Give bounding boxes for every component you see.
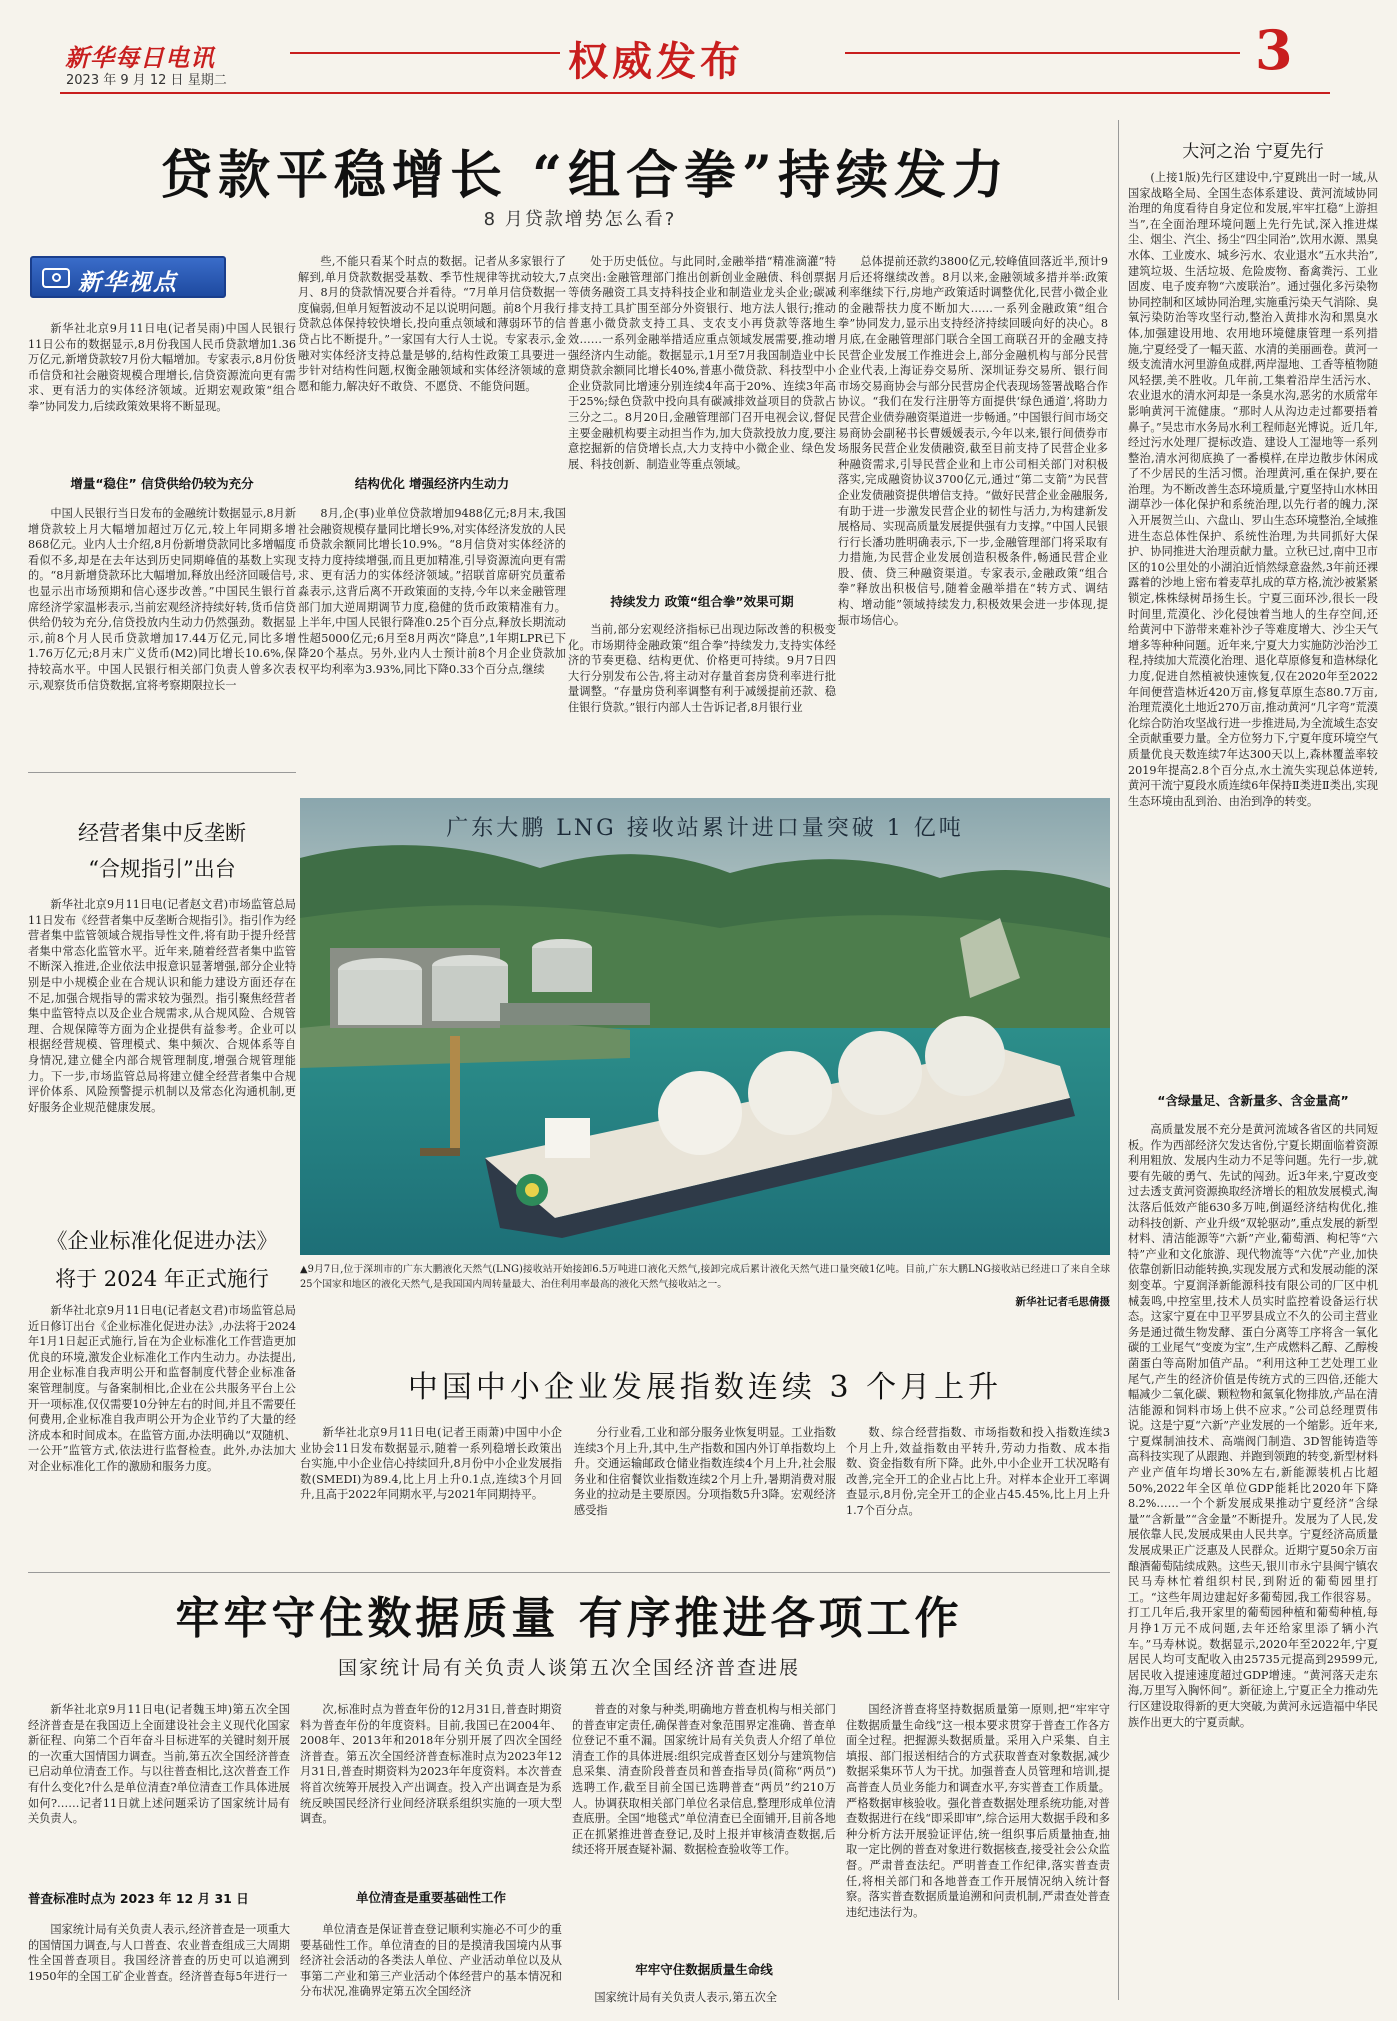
census-col2-b: 单位清查是保证普查登记顺利实施必不可少的重要基础性工作。单位清查的目的是摸清我国境内从事经济社会活动的各类法人单位、产业活动单位以及从事第二产业和第三产业活动个体经营户的基本情况和分布状况,准确界定第五次全国经济 bbox=[300, 1923, 562, 1999]
brief-rule bbox=[28, 772, 296, 773]
photo-illustration bbox=[300, 798, 1110, 1255]
badge-label: 新华视点 bbox=[78, 270, 178, 296]
lead-subheadline: 8 月贷款增势怎么看? bbox=[483, 209, 677, 230]
sidebar-body: (上接1版)先行区建设中,宁夏跳出一时一域,从国家战略全局、全国生态体系建设、黄河流域协同治理的角度看待自身定位和发展,牢牢扛稳“上游担当”,在全面治理环境问题上先行先试,深入推进煤尘、烟尘、汽尘、扬尘“四尘同治”,饮用水源、黑臭水体、工业废水、城乡污水、农业退水“五水共治”,建筑垃圾、生活垃圾、危险废物、畜禽粪污、工业固废、电子废弃物“六废联治”。通过强化多污染物协同控制和区域协同治理,实施重污染天气消除、臭氧污染防治等攻坚行动,整治入黄排水沟和黑臭水体,加强建设用地、农用地环境健康管理一系列措施,宁夏经受了一幅天蓝、水清的美丽画卷。黄河一级支流清水河里游鱼成群,两岸湿地、工香等植物随风轻摆,美不胜收。几年前,工集着沿岸生活污水、农业退水的清水河却是一条臭水沟,恶劣的水质常年影响黄河干流健康。“那时人从沟边走过都要捂着鼻子。”吴忠市水务局水利工程师赵光博说。近几年,经过污水处理厂提标改造、建设人工湿地等一系列整治,清水河彻底换了一番模样,在岸边散步休闲成了不少居民的生活习惯。治理黄河,重在保护,要在治理。为不断改善生态环境质量,宁夏坚持山水林田湖草沙一体化保护和系统治理,以先行者的魄力,深入开展贺兰山、六盘山、罗山生态环境整治,全域推进生态总体性保护、系统性治理,为共同抓好大保护、协同推进大治理贡献力量。立秋已过,南中卫市区的10公里处的小湖泊近悄然绿意盎然,3年前还裸露着的沙地上密布着麦草扎成的草方格,流沙被紧紧锁定,株株绿树昂扬生长。宁夏三面环沙,很长一段时间里,荒漠化、沙化侵蚀着当地人的生存空间,还给黄河中下游带来难补沙子等难度增大、沙尘天气增多等种种问题。近年来,宁夏大力实施防沙治沙工程,持续加大荒漠化治理、退化草原修复和造林绿化力度,促进自然植被快速恢复,仅在2020年至2022年间便营造林近420万亩,修复草原生态80.7万亩,治理荒漠化土地近270万亩,推动黄河“几字弯”荒漠化综合防治攻坚战行进一步推进局,为全流域生态安全贡献重要力量。全方位努力下,宁夏年度环境空气质量优良天数连续7年达300天以上,森林覆盖率较2019年提高2.8个百分点,水土流失实现总体逆转,黄河干流宁夏段水质连续6年保持Ⅱ类进Ⅱ类出,实现生态环境由乱到治、由治到净的转变。 bbox=[1128, 171, 1378, 808]
census-col4: 国经济普查将坚持数据质量第一原则,把“牢牢守住数据质量生命线”这一根本要求贯穿于普查工作各方面全过程。把握源头数据质量。采用入户采集、自主填报、部门报送相结合的方式获取普查对象数据,减少数据采集环节人为干扰。加强普查人员管理和培训,提高普查人员业务能力和调查水平,夯实普查工作质量。严格数据审核验收。强化普查数据处理系统功能,对普查数据进行在线“即采即审”,综合运用大数据手段和多种分析方法开展验证评估,统一组织事后质量抽查,抽取一定比例的普查对象进行数据核查,接受社会公众监督。严肃普查法纪。严明普查工作纪律,落实普查责任,将相关部门和各地普查工作开展情况纳入统计督察。落实普查数据质量追溯和问责机制,严肃查处普查违纪违法行为。 bbox=[846, 1703, 1110, 1919]
brief1-title-line1: 经营者集中反垄断 bbox=[78, 821, 246, 845]
brief1-body: 新华社北京9月11日电(记者赵文君)市场监管总局11日发布《经营者集中反垄断合规指引》。指引作为经营者集中监管领域合规指导性文件,将有助于提升经营者集中常态化监管水平。近年来,随着经营者集中监管不断深入推进,企业依法申报意识显著增强,部分企业特别是中小规模企业在合规认识和能力建设方面还存在不足,加强合规指导的需求较为强烈。指引聚焦经营者集中监管特点以及企业合规需求,从合规风险、合规管理、合规保障等方面为企业提供有益参考。企业可以根据经营规模、管理模式、集中频次、合规体系等自身情况,建立健全内部合规管理制度,增强合规管理能力。下一步,市场监管总局将建立健全经营者集中合规评价体系、风险预警提示机制以及常态化沟通机制,更好服务企业规范健康发展。 bbox=[28, 898, 296, 1114]
census-col2-subhead: 单位清查是重要基础性工作 bbox=[355, 1890, 506, 1905]
column-rule bbox=[1118, 120, 1119, 2000]
lead-col3-b: 当前,部分宏观经济指标已出现边际改善的积极变化。市场期待金融政策“组合拳”持续发力,支持实体经济的节奏更稳、结构更优、价格更可持续。9月7日四大行分别发布公告,将主动对存量首套房贷利率进行批量调整。“存量房贷利率调整有利于减缓提前还款、稳住银行贷款。”银行内部人士告诉记者,8月银行业 bbox=[568, 623, 836, 714]
photo-caption: ▲9月7日,位于深圳市的广东大鹏液化天然气(LNG)接收站开始接卸6.5万吨进口液化天然气,接卸完成后累计液化天然气进口量突破1亿吨。目前,广东大鹏LNG接收站已经进口了来自全球25个国家和地区的液化天然气,是我国国内周转量最大、治住利用率最高的液化天然气接收站之一。 bbox=[300, 1264, 1110, 1290]
masthead-date: 2023 年 9 月 12 日 星期二 bbox=[66, 73, 227, 88]
lead-col2-subhead: 结构优化 增强经济内生动力 bbox=[354, 476, 510, 491]
camera-icon bbox=[42, 268, 70, 288]
photo-credit: 新华社记者毛思倩摄 bbox=[945, 1294, 1110, 1309]
lead-col4: 总体提前还款约3800亿元,较峰值回落近半,预计9月后还将继续改善。8月以来,金融领域多措并举:政策利率继续下行,房地产政策适时调整优化,民营小微企业的金融帮扶力度不断加大……一系列金融政策“组合拳”协同发力,显示出支持经济持续回暖向好的决心。8月底,在金融管理部门联合全国工商联召开的金融支持民营企业发展工作推进会上,部分金融机构与部分民营企业代表,上海证券交易所、深圳证券交易所、银行间市场交易商协会与部分民营房企代表现场签署战略合作协议。“我们在发行注册等方面提供‘绿色通道’,将助力民营企业债券融资渠道进一步畅通。”中国银行间市场交易商协会副秘书长曹媛媛表示,今年以来,银行间债券市场服务民营企业发债融资,截至目前支持了民营企业多种融资需求,引导民营企业和上市公司相关部门对积极落实,完成融资协议3700亿元,通过“第二支箭”为民营企业发债融资提供增信支持。“做好民营企业金融服务,有助于进一步激发民营企业的韧性与活力,为构建新发展格局、实现高质量发展提供强有力支撑。”中国人民银行行长潘功胜明确表示,下一步,金融管理部门将采取有力措施,为民营企业发展创造积极条件,畅通民营企业股、债、贷三种融资渠道。专家表示,金融政策“组合拳”释放出积极信号,随着金融举措在“转方式、调结构、增动能”领域持续发力,积极效果会进一步体现,提振市场信心。 bbox=[838, 255, 1108, 627]
brief2-body: 新华社北京9月11日电(记者赵文君)市场监管总局近日修订出台《企业标准化促进办法》,办法将于2024年1月1日起正式施行,旨在为企业标准化工作营造更加优良的环境,激发企业标准化工作内生动力。办法提出,用企业标准自我声明公开和监督制度代替企业标准备案管理制度。与备案制相比,企业在公共服务平台上公开一项标准,仅仅需要10分钟左右的时间,并且不需要任何费用,企业标准自我声明公开为企业节约了大量的经济成本和时间成本。在监管方面,办法明确以“双随机、一公开”监管方式,依法进行监督检查。此外,办法加大对企业标准化工作的激励和服务力度。 bbox=[28, 1304, 296, 1473]
sidebar-subhead: “含绿量足、含新量多、含金量高” bbox=[1157, 1093, 1349, 1108]
census-col2-a: 次,标准时点为普查年份的12月31日,普查时期资料为普查年份的年度资料。目前,我国已在2004年、2008年、2013年和2018年分别开展了四次全国经济普查。第五次全国经济普查标准时点为2023年12月31日,普查时期资料为2023年年度资料。本次普查将首次统筹开展投入产出调查。投入产出调查是为系统反映国民经济行业间经济联系组织实施的一项大型调查。 bbox=[300, 1703, 562, 1826]
page-number: 3 bbox=[1255, 18, 1293, 82]
sme-headline: 中国中小企业发展指数连续 3 个月上升 bbox=[407, 1370, 1003, 1405]
lead-col1-b: 中国人民银行当日发布的金融统计数据显示,8月新增贷款较上月大幅增加超过万亿元,较上年同期多增868亿元。业内人士介绍,8月份新增贷款同比多增幅度看似不多,却是在去年达到历史同期峰值的基数上实现的。“8月新增贷款环比大幅增加,释放出经济回暖信号,也显示出市场预期和信心逐步改善。”中国民生银行首席经济学家温彬表示,当前宏观经济持续好转,货币信贷供给仍较为充分,信贷投放内生动力仍然强劲。数据显示,前8个月人民币贷款增加17.44万亿元,同比多增1.76万亿元;8月末广义货币(M2)同比增长10.6%,保持较高水平。中国人民银行相关部门负责人曾多次表示,观察货币信贷数据,宜将考察期限拉长一 bbox=[28, 507, 296, 692]
lead-col3-subhead: 持续发力 政策“组合拳”效果可期 bbox=[610, 594, 794, 609]
lead-col3-a: 处于历史低位。与此同时,金融举措“精准滴灌”特点突出:金融管理部门推出创新创业金融债、科创票据等债务融资工具支持科技企业和制造业龙头企业;碳减排支持工具扩围至部分外资银行、地方法人银行;推动普惠小微贷款支持工具、支农支小再贷款等落地生效……一系列金融举措适应重点领域发展需要,推动增强经济内生动能。数据显示,1月至7月我国制造业中长期贷款余额同比增长40%,普惠小微贷款、科技型中小企业贷款同比增速分别连续4年高于20%、连续3年高于25%;绿色贷款中投向具有碳减排效益项目的贷款占三分之二。8月20日,金融管理部门召开电视会议,督促主要金融机构要主动担当作为,加大贷款投放力度,要注意挖掘新的信贷增长点,大力支持中小微企业、绿色发展、科技创新、制造业等重点领域。 bbox=[568, 255, 836, 471]
sme-col2: 分行业看,工业和部分服务业恢复明显。工业指数连续3个月上升,其中,生产指数和国内外订单指数均上升。交通运输邮政仓储业指数连续4个月上升,社会服务业和住宿餐饮业指数连续2个月上升,暑期消费对服务业的拉动是主要原因。分项指数5升3降。宏观经济感受指 bbox=[574, 1426, 836, 1517]
brief1-title bbox=[28, 815, 296, 887]
census-col3-a: 普查的对象与种类,明确地方普查机构与相关部门的普查审定责任,确保普查对象范围界定准确、普查单位登记不重不漏。国家统计局有关负责人介绍了单位清查工作的具体进展:组织完成普查区划分与建筑物信息采集、清查阶段普查员和普查指导员(简称“两员”)选聘工作,截至目前全国已选聘普查“两员”约210万人。协调获取相关部门单位名录信息,整理形成单位清查底册。全国“地毯式”单位清查已全面铺开,目前各地正在抓紧推进普查登记,及时上报并审核清查数据,后续还将开展查疑补漏、数据检查验收等工作。 bbox=[572, 1703, 836, 1857]
photo-headline: 广东大鹏 LNG 接收站累计进口量突破 1 亿吨 bbox=[446, 816, 964, 841]
lead-headline: 贷款平稳增长 “组合拳”持续发力 bbox=[160, 145, 1010, 206]
census-rule bbox=[28, 1572, 1110, 1573]
sidebar-title: 大河之治 宁夏先行 bbox=[1182, 142, 1324, 162]
lead-col2-b: 8月,企(事)业单位贷款增加9488亿元;8月末,我国社会融资规模存量同比增长9%,对实体经济发放的人民币贷款余额同比增长10.9%。“8月信贷对实体经济的支持力度持续增强,而且更加精准,引导资源流向更有需求、更有活力的实体经济领域。”招联首席研究员董希淼表示,这背后离不开政策面的支持,今年以来金融管理部门加大逆周期调节力度,稳健的货币政策精准有力。上半年,中国人民银行降准0.25个百分点,释放长期流动性超5000亿元;6月至8月两次“降息”,1年期LPR已下降20个基点。另外,业内人士预计前8个月企业贷款加权平均利率为3.93%,同比下降0.33个百分点,继续 bbox=[298, 507, 566, 676]
census-col1-b: 国家统计局有关负责人表示,经济普查是一项重大的国情国力调查,与人口普查、农业普查组成三大周期性全国普查项目。我国经济普查的历史可以追溯到1950年的全国工矿企业普查。经济普查每5年进行一 bbox=[28, 1923, 290, 1983]
sidebar-body2: 高质量发展不充分是黄河流域各省区的共同短板。作为西部经济欠发达省份,宁夏长期面临着资源利用粗放、发展内生动力不足等问题。先行一步,就要有先破的勇气、先试的闯劲。近3年来,宁夏改变过去透支黄河资源换取经济增长的粗放发展模式,淘汰落后低效产能630多万吨,倒逼经济结构优化,推动科技创新、产业升级“双轮驱动”,重点发展的新型材料、清洁能源等“六新”产业,葡萄酒、枸杞等“六特”产业和文化旅游、现代物流等“六优”产业,加快依靠创新旧动能转换,实现发展方式和发展动能的深刻变革。宁夏润泽新能源科技有限公司的厂区中机械轰鸣,中控室里,技术人员实时监控着设备运行状态。这家宁夏在中卫平罗县成立不久的公司主营业务是通过微生物发酵、蛋白分离等工序将含一氧化碳的工业尾气“变废为宝”,生产成燃料乙醇、乙醇梭菌蛋白等高附加值产品。“利用这种工艺处理工业尾气,产生的经济价值是传统方式的三四倍,还能大幅减少二氧化碳、颗粒物和氮氧化物排放,产品在清洁能源和饲料市场上供不应求。”公司总经理贾伟说。这是宁夏“六新”产业发展的一个缩影。近年来,宁夏煤制油技术、高端阀门制造、3D智能铸造等高科技实现了从跟跑、并跑到领跑的转变,新型材料产业产值年均增长30%左右,新能源装机占比超50%,2022年全区单位GDP能耗比2020年下降8.2%……一个个新发展成果推动宁夏经济“含绿量”“含新量”“含金量”不断提升。发展为了人民,发展依靠人民,发展成果由人民共享。宁夏经济高质量发展成果正广泛惠及人民群众。近期宁夏50余万亩酿酒葡萄陆续成熟。这些天,银川市永宁县闽宁镇农民马寿林忙着组织村民,到附近的葡萄园里打工。“这些年周边建起好多葡萄园,我工作很容易。打工几年后,我开家里的葡萄园种植和葡萄种植,每月挣1万元不成问题,去年还给家里添了辆小汽车。”马寿林说。数据显示,2020年至2022年,宁夏居民人均可支配收入由25735元提高到29599元,居民收入提速速度超过GDP增速。“黄河落天走东海,万里写入胸怀间”。新征途上,宁夏正全力推动先行区建设取得新的更大突破,为黄河永远造福中华民族作出更大的宁夏贡献。 bbox=[1128, 1123, 1378, 1729]
masthead-brand: 新华每日电讯 bbox=[65, 43, 215, 72]
lead-col2-a: 些,不能只看某个时点的数据。记者从多家银行了解到,单月贷款数据受基数、季节性规律等扰动较大,7月、8月的贷款情况要合并看待。“7月单月信贷数据一度偏弱,但单月短暂波动不足以说明问题。前8个月我行贷款总体保持较快增长,投向重点领域和薄弱环节的信贷占比不断提升。”一家国有大行人士说。专家表示,金融对实体经济支持总量是够的,结构性政策工具要进一步针对结构性问题,权衡金融领域和实体经济领域的意愿和能力,解决好不敢贷、不愿贷、不能贷问题。 bbox=[298, 255, 566, 393]
census-col3-subhead: 牢牢守住数据质量生命线 bbox=[635, 1962, 773, 1977]
sme-col3: 数、综合经营指数、市场指数和投入指数连续3个月上升,效益指数由平转升,劳动力指数、成本指数、资金指数有所下降。此外,中小企业开工状况略有改善,完全开工的企业占比上升。对样本企业开工率调查显示,8月份,完全开工的企业占45.45%,比上月上升1.7个百分点。 bbox=[846, 1426, 1110, 1517]
brief2-title-line1: 《企业标准化促进办法》 bbox=[46, 1229, 278, 1253]
census-col1-subhead: 普查标准时点为 2023 年 12 月 31 日 bbox=[28, 1891, 249, 1906]
census-col3-b: 国家统计局有关负责人表示,第五次全 bbox=[594, 1991, 777, 2004]
masthead-rule bbox=[845, 52, 1240, 54]
brief2-title-line2: 将于 2024 年正式施行 bbox=[55, 1267, 269, 1291]
masthead-section: 权威发布 bbox=[568, 38, 744, 85]
masthead-rule bbox=[290, 52, 560, 54]
brief1-title-line2: “合规指引”出台 bbox=[88, 857, 236, 881]
census-col1-a: 新华社北京9月11日电(记者魏玉坤)第五次全国经济普查是在我国迈上全面建设社会主义现代化国家新征程、向第二个百年奋斗目标进军的关键时刻开展的一次重大国情国力调查。当前,第五次全国经济普查已启动单位清查工作。与以往普查相比,这次普查工作有什么变化?什么是单位清查?单位清查工作具体进展如何?……记者11日就上述问题采访了国家统计局有关负责人。 bbox=[28, 1703, 290, 1826]
brief2-title bbox=[28, 1222, 296, 1298]
masthead bbox=[0, 0, 1397, 95]
lead-col1-a: 新华社北京9月11日电(记者吴雨)中国人民银行11日公布的数据显示,8月份我国人民币贷款增加1.36万亿元,新增贷款较7月份大幅增加。专家表示,8月份货币信贷和社会融资规模合理增长,信贷资源流向更有需求、更有活力的实体经济领域。近期宏观政策“组合拳”协同发力,后续政策效果将不断显现。 bbox=[28, 322, 296, 413]
sme-col1: 新华社北京9月11日电(记者王雨萧)中国中小企业协会11日发布数据显示,随着一系列稳增长政策出台实施,中小企业信心持续回升,8月份中小企业发展指数(SMEDI)为89.4,比上月上升0.1点,连续3个月回升,且高于2022年同期水平,与2021年同期持平。 bbox=[300, 1426, 562, 1502]
census-headline: 牢牢守住数据质量 有序推进各项工作 bbox=[175, 1593, 963, 1644]
lead-col1-subhead: 增量“稳住” 信贷供给仍较为充分 bbox=[70, 476, 254, 491]
lng-photo bbox=[300, 798, 1110, 1255]
xinhua-badge bbox=[30, 256, 226, 298]
masthead-underline bbox=[60, 92, 1330, 94]
census-subheadline: 国家统计局有关负责人谈第五次全国经济普查进展 bbox=[337, 1657, 800, 1679]
